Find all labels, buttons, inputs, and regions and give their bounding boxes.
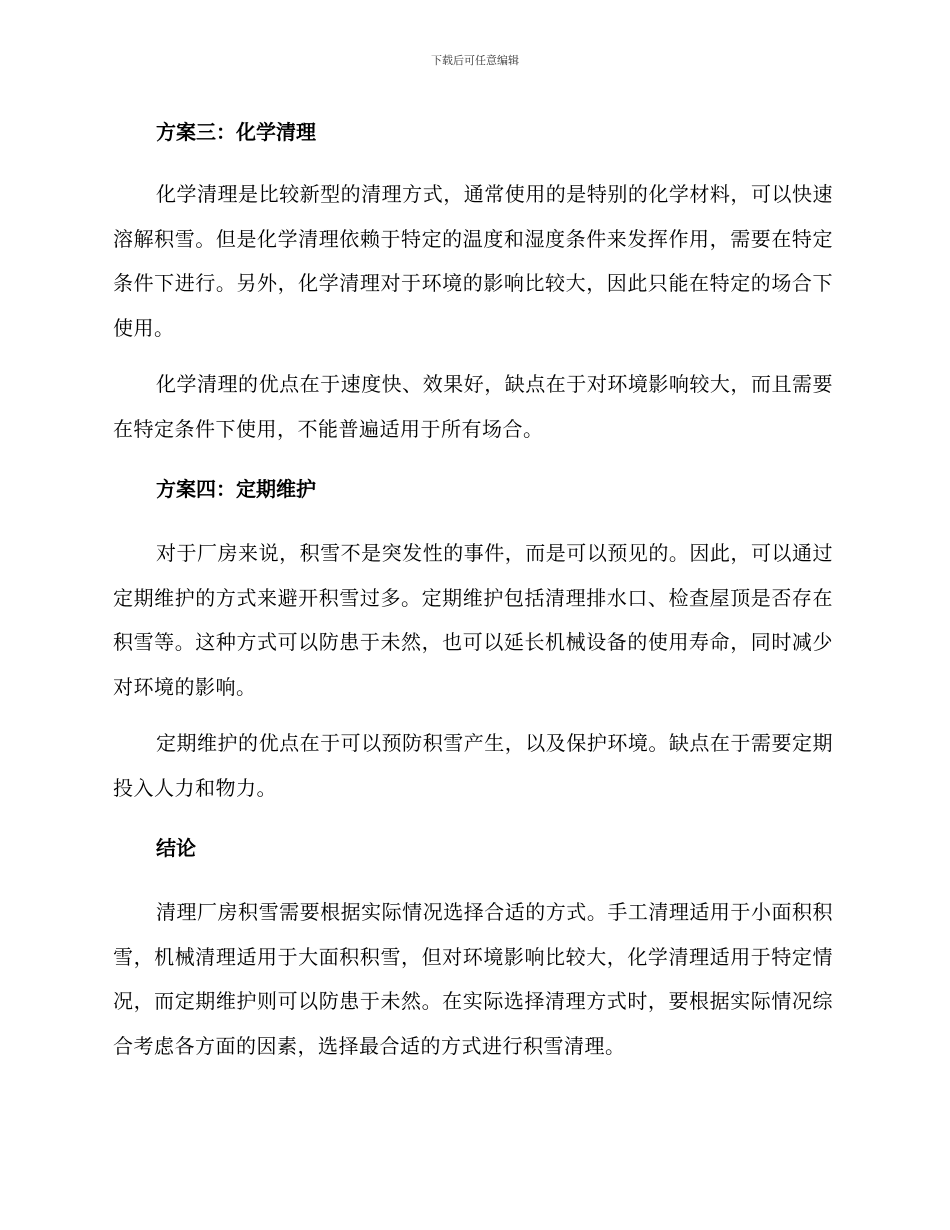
paragraph-maintenance-pros-cons: 定期维护的优点在于可以预防积雪产生，以及保护环境。缺点在于需要定期投入人力和物力。	[113, 731, 833, 800]
paragraph-maintenance-description: 对于厂房来说，积雪不是突发性的事件，而是可以预见的。因此，可以通过定期维护的方式来避开积雪过多。定期维护包括清理排水口、检查屋顶是否存在积雪等。这种方式可以防患于未然，也可以延长机械设备的使用寿命，同时减少对环境的影响。	[113, 541, 833, 699]
section-heading-chemical-cleaning: 方案三：化学清理	[156, 120, 316, 144]
paragraph-conclusion: 清理厂房积雪需要根据实际情况选择合适的方式。手工清理适用于小面积积雪，机械清理适用于大面积积雪，但对环境影响比较大，化学清理适用于特定情况，而定期维护则可以防患于未然。在实际选择清理方式时，要根据实际情况综合考虑各方面的因素，选择最合适的方式进行积雪清理。	[113, 900, 833, 1058]
page-header: 下载后可任意编辑	[431, 54, 519, 67]
section-heading-conclusion: 结论	[156, 836, 196, 860]
paragraph-chemical-description: 化学清理是比较新型的清理方式，通常使用的是特别的化学材料，可以快速溶解积雪。但是化学清理依赖于特定的温度和湿度条件来发挥作用，需要在特定条件下进行。另外，化学清理对于环境的影响比较大，因此只能在特定的场合下使用。	[113, 182, 833, 340]
document-body	[113, 112, 833, 1068]
section-heading-regular-maintenance: 方案四：定期维护	[156, 477, 316, 501]
paragraph-chemical-pros-cons: 化学清理的优点在于速度快、效果好，缺点在于对环境影响较大，而且需要在特定条件下使用，不能普遍适用于所有场合。	[113, 372, 833, 441]
